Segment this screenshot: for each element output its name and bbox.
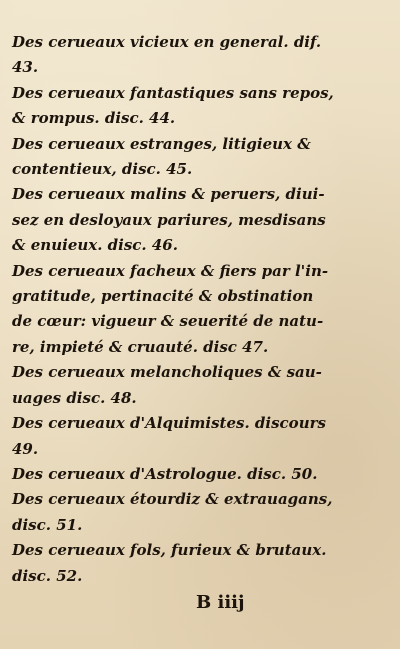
toc-line: de cœur: vigueur & seuerité de natu- xyxy=(12,312,324,331)
toc-entry xyxy=(12,462,390,487)
toc-line: & rompus. disc. 44. xyxy=(12,109,176,128)
toc-entry xyxy=(12,360,390,411)
toc-line: 43. xyxy=(12,58,39,77)
toc-line: disc. 51. xyxy=(12,515,83,534)
toc-entry xyxy=(12,411,390,462)
toc-line: Des cerueaux melancholiques & sau- xyxy=(12,363,322,382)
toc-line: Des cerueaux d'Astrologue. disc. 50. xyxy=(12,464,318,483)
toc-entry xyxy=(12,30,390,81)
toc-entry xyxy=(12,81,390,132)
toc-entry xyxy=(12,259,390,361)
signature-mark: B iiij xyxy=(196,592,245,613)
toc-line: re, impieté & cruauté. disc 47. xyxy=(12,337,269,356)
toc-line: Des cerueaux malins & peruers, diui- xyxy=(12,185,325,204)
toc-entry xyxy=(12,132,390,183)
toc-line: Des cerueaux estranges, litigieux & xyxy=(12,134,311,153)
toc-line: Des cerueaux facheux & fiers par l'in- xyxy=(12,261,329,280)
toc-line: Des cerueaux vicieux en general. dif. xyxy=(12,33,322,51)
toc-line: 49. xyxy=(12,439,39,458)
toc-line: gratitude, pertinacité & obstination xyxy=(12,287,314,306)
table-of-contents xyxy=(12,30,390,589)
toc-line: sez en desloyaux pariures, mesdisans xyxy=(12,210,326,229)
toc-entry xyxy=(12,538,390,589)
toc-line: uages disc. 48. xyxy=(12,388,137,407)
toc-line: Des cerueaux d'Alquimistes. discours xyxy=(12,414,326,433)
toc-line: Des cerueaux fols, furieux & brutaux. xyxy=(12,541,327,560)
toc-line: disc. 52. xyxy=(12,566,83,585)
toc-line: & enuieux. disc. 46. xyxy=(12,236,178,255)
toc-entry xyxy=(12,182,390,258)
toc-line: Des cerueaux fantastiques sans repos, xyxy=(12,83,334,102)
toc-entry xyxy=(12,487,390,538)
toc-line: Des cerueaux étourdiz & extrauagans, xyxy=(12,490,333,509)
toc-line: contentieux, disc. 45. xyxy=(12,160,193,179)
